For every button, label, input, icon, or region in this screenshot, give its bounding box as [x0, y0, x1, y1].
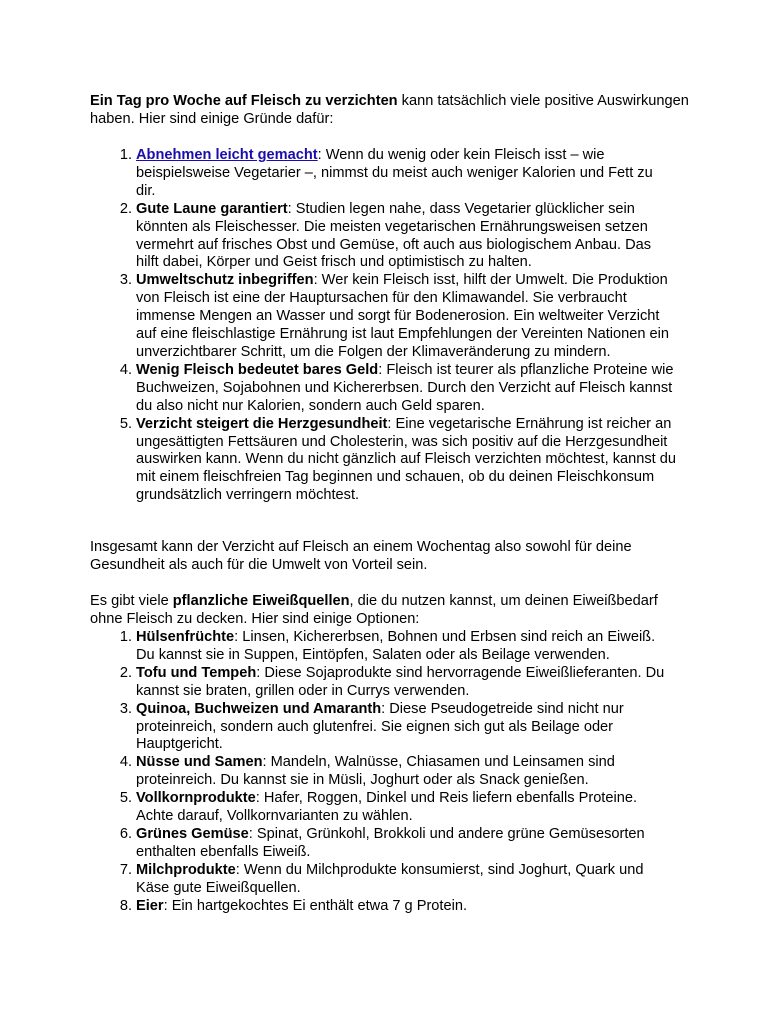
source-number: 8.: [119, 897, 132, 914]
reason-number: 5.: [119, 415, 132, 432]
source-title: Tofu und Tempeh: [136, 664, 257, 681]
reason-number: 2.: [119, 200, 132, 217]
reason-text: : Studien legen nahe, dass Vegetarier glücklicher sein könnten als Fleischesser. Die meisten vegetarischen Ernährungsweisen setzen vermehrt auf frisches Obst und Gemüse, oft auch aus biologischem Anbau. Das hilft dabei, Körper und Geist frisch und optimistisch zu halten.: [136, 200, 652, 271]
source-number: 4.: [119, 754, 132, 771]
reason-text: : Wenn du wenig oder kein Fleisch isst – wie beispielsweise Vegetarier –, nimmst du meist auch weniger Kalorien und Fett zu dir.: [136, 147, 653, 199]
reason-item: [119, 361, 676, 416]
source-item: [119, 754, 676, 790]
source-title: Eier: [136, 897, 164, 914]
source-text: : Diese Sojaprodukte sind hervorragende Eiweißlieferanten. Du kannst sie braten, grillen oder in Currys verwenden.: [136, 664, 665, 699]
source-number: 2.: [119, 664, 132, 681]
reason-text: : Eine vegetarische Ernährung ist reicher an ungesättigten Fettsäuren und Cholesterin, was sich positiv auf die Herzgesundheit auswirken kann. Wenn du nicht gänzlich auf Fleisch verzichten möchtest, kannst du mit einem fleischfreien Tag beginnen und schauen, ob du deinen Fleischkonsum grundsätzlich verringern möchtest.: [136, 415, 676, 504]
reason-title: Verzicht steigert die Herzgesundheit: [136, 415, 388, 432]
reason-text: : Wer kein Fleisch isst, hilft der Umwelt. Die Produktion von Fleisch ist eine der Hauptursachen für den Klimawandel. Sie verbraucht immense Mengen an Wasser und sorgt für Bodenerosion. Ein weltweiter Verzicht auf eine fleischlastige Ernährung ist laut Empfehlungen der Vereinten Nationen ein unverzichtbarer Schritt, um die Folgen der Klimaveränderung zu mindern.: [136, 272, 670, 360]
source-text: : Diese Pseudogetreide sind nicht nur proteinreich, sondern auch glutenfrei. Sie eignen sich gut als Beilage oder Hauptgericht.: [136, 700, 624, 753]
reason-item: [119, 200, 676, 273]
source-title: Nüsse und Samen: [136, 754, 263, 771]
source-text: : Spinat, Grünkohl, Brokkoli und andere grüne Gemüsesorten enthalten ebenfalls Eiweiß.: [136, 825, 645, 860]
source-title: Milchprodukte: [136, 861, 236, 878]
source-title: Hülsenfrüchte: [136, 629, 235, 645]
reasons-list: [119, 147, 676, 505]
source-item: [119, 700, 676, 755]
intro-text: kann tatsächlich viele positive Auswirkungen haben. Hier sind einige Gründe dafür:: [90, 93, 689, 127]
source-item: [119, 629, 676, 665]
reason-link-abnehmen[interactable]: Abnehmen leicht gemacht: [136, 147, 318, 163]
reason-title: Wenig Fleisch bedeutet bares Geld: [136, 361, 379, 378]
protein-intro-pre: Es gibt viele: [90, 593, 173, 609]
source-text: : Mandeln, Walnüsse, Chiasamen und Leinsamen sind proteinreich. Du kannst sie in Müsli, Joghurt oder als Snack genießen.: [136, 754, 615, 789]
source-item: [119, 861, 676, 898]
protein-intro-bold: pflanzliche Eiweißquellen: [172, 593, 350, 609]
source-title: Grünes Gemüse: [136, 825, 249, 842]
intro-bold: Ein Tag pro Woche auf Fleisch zu verzichten: [90, 93, 398, 109]
source-number: 1.: [119, 629, 132, 645]
source-number: 5.: [119, 790, 132, 807]
source-number: 6.: [119, 825, 132, 842]
reason-item: [119, 272, 676, 362]
reason-number: 4.: [119, 361, 132, 378]
reason-number: 1.: [119, 147, 132, 163]
source-text: : Wenn du Milchprodukte konsumierst, sind Joghurt, Quark und Käse gute Eiweißquellen.: [136, 861, 644, 896]
protein-intro-paragraph: [90, 593, 690, 629]
source-text: : Linsen, Kichererbsen, Bohnen und Erbsen sind reich an Eiweiß. Du kannst sie in Suppen, Eintöpfen, Salaten oder als Beilage verwenden.: [136, 629, 656, 663]
source-item: [119, 825, 676, 862]
reason-number: 3.: [119, 272, 132, 289]
reason-title: Gute Laune garantiert: [136, 200, 288, 217]
source-text: : Ein hartgekochtes Ei enthält etwa 7 g Protein.: [163, 897, 467, 914]
source-item: [119, 897, 676, 916]
reason-item: [119, 415, 676, 506]
protein-intro-post: , die du nutzen kannst, um deinen Eiweißbedarf ohne Fleisch zu decken. Hier sind einige Optionen:: [90, 593, 658, 627]
source-item: [119, 790, 676, 826]
summary-paragraph: Insgesamt kann der Verzicht auf Fleisch an einem Wochentag also sowohl für deine Gesundheit als auch für die Umwelt von Vorteil sein.: [90, 539, 632, 573]
reason-item: [119, 147, 676, 201]
source-text: : Hafer, Roggen, Dinkel und Reis liefern ebenfalls Proteine. Achte darauf, Vollkornvarianten zu wählen.: [136, 790, 638, 825]
source-item: [119, 664, 676, 701]
source-number: 7.: [119, 861, 132, 878]
reason-text: : Fleisch ist teurer als pflanzliche Proteine wie Buchweizen, Sojabohnen und Kichererbsen. Durch den Verzicht auf Fleisch kannst du also nicht nur Kalorien, sondern auch Geld sparen.: [136, 361, 674, 414]
source-number: 3.: [119, 700, 132, 717]
source-title: Vollkornprodukte: [136, 790, 256, 807]
reason-title: Umweltschutz inbegriffen: [136, 272, 314, 289]
source-title: Quinoa, Buchweizen und Amaranth: [136, 700, 382, 717]
sources-list: [119, 629, 676, 916]
intro-paragraph: [90, 93, 690, 129]
